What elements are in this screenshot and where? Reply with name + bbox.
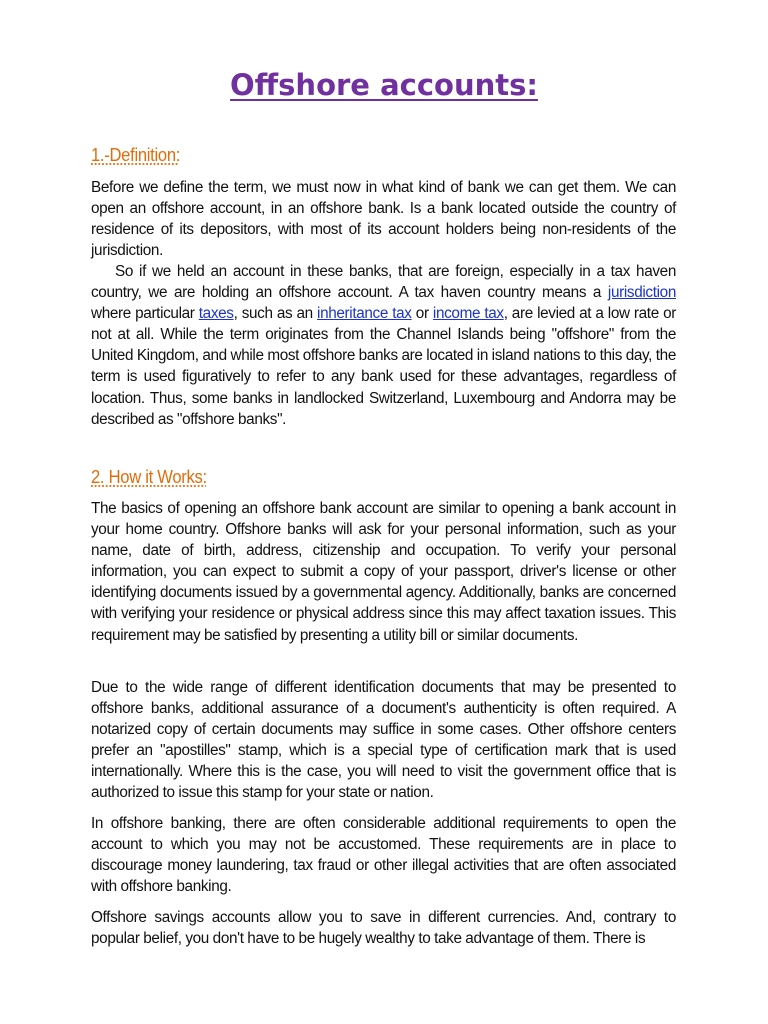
document-title	[0, 66, 768, 104]
paragraph-text-segment: , are levied at a low rate or not at all. While the term originates from the Channel Islands being "offshore" from the United Kingdom, and while most offshore banks are located in island nations to this day, the term is used figuratively to refer to any bank used for these advantages, regardless of location. Thus, some banks in landlocked Switzerland, Luxembourg and Andorra may be described as "offshore banks".	[91, 305, 676, 428]
paragraph-how-it-works-3: In offshore banking, there are often considerable additional requirements to open the account to which you may not be accustomed. These requirements are in place to discourage money laundering, tax fraud or other illegal activities that are often associated with offshore banking.	[91, 815, 676, 896]
section-heading-how-it-works	[91, 466, 207, 488]
taxes-link[interactable]: taxes	[198, 305, 234, 323]
paragraph-how-it-works-1: The basics of opening an offshore bank account are similar to opening a bank account in your home country. Offshore banks will ask for your personal information, such as your name, date of birth, address, citizenship and occupation. To verify your personal information, you can expect to submit a copy of your passport, driver's license or other identifying documents issued by a governmental agency. Additionally, banks are concerned with verifying your residence or physical address since this may affect taxation issues. This requirement may be satisfied by presenting a utility bill or similar documents.	[91, 500, 676, 644]
paragraph-definition-1: Before we define the term, we must now in what kind of bank we can get them. We can open an offshore account, in an offshore bank. Is a bank located outside the country of residence of its depositors, with most of its account holders being non-residents of the jurisdiction.	[91, 179, 676, 260]
paragraph-how-it-works-2: Due to the wide range of different identification documents that may be presented to offshore banks, additional assurance of a document's authenticity is often required. A notarized copy of certain documents may suffice in some cases. Other offshore centers prefer an "apostilles" stamp, which is a special type of certification mark that is used internationally. Where this is the case, you will need to visit the government office that is authorized to issue this stamp for your state or nation.	[91, 679, 676, 802]
section-heading-how-it-works-text: 2. How it Works:	[91, 467, 207, 487]
section-heading-definition-text: 1.-Definition:	[91, 145, 181, 165]
inheritance-tax-link[interactable]: inheritance tax	[317, 305, 412, 323]
paragraph-definition-2	[91, 261, 676, 430]
jurisdiction-link[interactable]: jurisdiction	[607, 284, 676, 302]
income-tax-link[interactable]: income tax	[432, 305, 504, 323]
paragraph-how-it-works-4: Offshore savings accounts allow you to save in different currencies. And, contrary to popular belief, you don't have to be hugely wealthy to take advantage of them. There is	[91, 909, 676, 948]
paragraph-text-segment: So if we held an account in these banks, that are foreign, especially in a tax haven country, we are holding an offshore account. A tax haven country means a	[91, 263, 676, 302]
paragraph-text-segment: or	[411, 305, 433, 323]
section-heading-definition	[91, 144, 180, 166]
document-title-text: Offshore accounts:	[230, 68, 538, 102]
paragraph-text-segment: , such as an	[233, 305, 318, 323]
paragraph-text-segment: where particular	[91, 305, 199, 323]
